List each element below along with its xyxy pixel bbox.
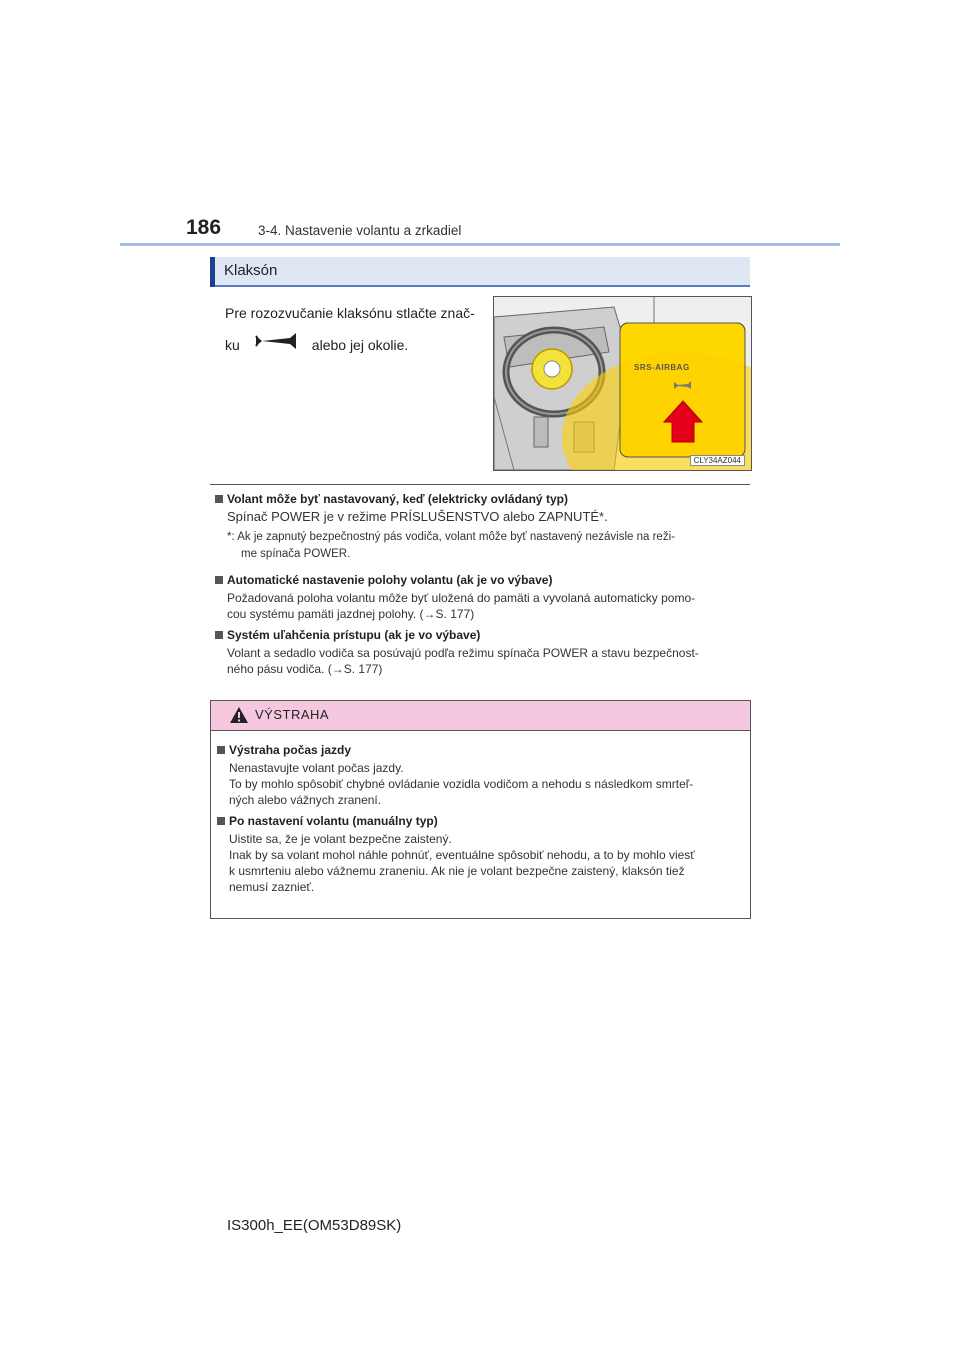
note-easy-access [215,628,750,677]
note-heading [215,573,750,587]
note-body-line-1: Požadovaná poloha volantu môže byť uložená do pamäti a vyvolaná automaticky pomo- [227,591,696,605]
warning-line: Inak by sa volant mohol náhle pohnúť, eventuálne spôsobiť nehodu, a to by mohlo viesť [229,848,695,862]
klakson-heading-bar [210,257,750,287]
notes-section [215,492,750,683]
header-rule [120,243,840,246]
square-bullet-icon [215,631,223,639]
note-body [215,590,750,622]
warning-line: k usmrteniu alebo vážnemu zraneniu. Ak nie je volant bezpečne zaistený, klaksón tiež [229,864,685,878]
horn-icon [254,331,298,359]
footnote-line-1: *: Ak je zapnutý bezpečnostný pás vodiča, volant môže byť nastavený nezávisle na reži- [227,531,675,543]
figure-code: CLY34AZ044 [690,455,745,466]
warning-item-heading-text: Výstraha počas jazdy [229,743,352,757]
section-title: 3-4. Nastavenie volantu a zrkadiel [258,223,462,238]
note-auto-position [215,573,750,622]
note-body: Spínač POWER je v režime PRÍSLUŠENSTVO alebo ZAPNUTÉ*. [227,509,608,524]
warning-line: Nenastavujte volant počas jazdy. [229,761,404,775]
note-heading-text: Volant môže byť nastavovaný, keď (elektricky ovládaný typ) [227,492,568,506]
note-body-line-2: cou systému pamäti jazdnej polohy. (→S. 177) [227,607,475,621]
warning-box [210,700,751,919]
square-bullet-icon [215,576,223,584]
warning-item-body [217,831,744,895]
warning-line: ných alebo vážnych zranení. [229,793,382,807]
intro-line-1: Pre rozozvučanie klaksónu stlačte znač- [225,305,475,321]
warning-item-driving [217,743,744,808]
warning-item-heading [217,814,744,828]
warning-line: nemusí zaznieť. [229,880,315,894]
warning-body [211,731,750,895]
footer-model-code: IS300h_EE(OM53D89SK) [227,1217,402,1234]
note-body [215,645,750,677]
note-body-line-2: ného pásu vodiča. (→S. 177) [227,662,383,676]
steering-wheel-illustration [493,296,752,471]
page-number: 186 [186,216,222,239]
note-heading-text: Systém uľahčenia prístupu (ak je vo výbave) [227,628,481,642]
square-bullet-icon [215,495,223,503]
intro-line-2 [225,331,475,359]
warning-line: To by mohlo spôsobiť chybné ovládanie vozidla vodičom a nehodu s následkom smrteľ- [229,777,694,791]
section-divider [210,484,750,485]
note-heading-text: Automatické nastavenie polohy volantu (ak je vo výbave) [227,573,553,587]
klakson-title: Klaksón [224,262,278,279]
warning-item-heading [217,743,744,757]
square-bullet-icon [217,817,225,825]
footnote [215,529,750,563]
note-adjustment-conditions [215,492,750,563]
note-body-line-1: Volant a sedadlo vodiča sa posúvajú podľa režimu spínača POWER a stavu bezpečnost- [227,646,699,660]
intro-line-2-start: ku [225,337,240,353]
warning-item-heading-text: Po nastavení volantu (manuálny typ) [229,814,438,828]
square-bullet-icon [217,746,225,754]
warning-header [211,701,750,731]
warning-label: VÝSTRAHA [255,707,330,722]
heading-accent [210,257,215,287]
note-heading [215,492,750,506]
klakson-intro [225,299,475,359]
airbag-label: SRS-AIRBAG [634,363,690,372]
warning-item-body [217,760,744,808]
warning-item-after-adjustment [217,814,744,895]
warning-line: Uistite sa, že je volant bezpečne zaistený. [229,832,452,846]
warning-triangle-icon [229,706,249,729]
note-heading [215,628,750,642]
footnote-line-2: me spínača POWER. [241,548,351,560]
intro-line-2-end: alebo jej okolie. [311,337,409,353]
